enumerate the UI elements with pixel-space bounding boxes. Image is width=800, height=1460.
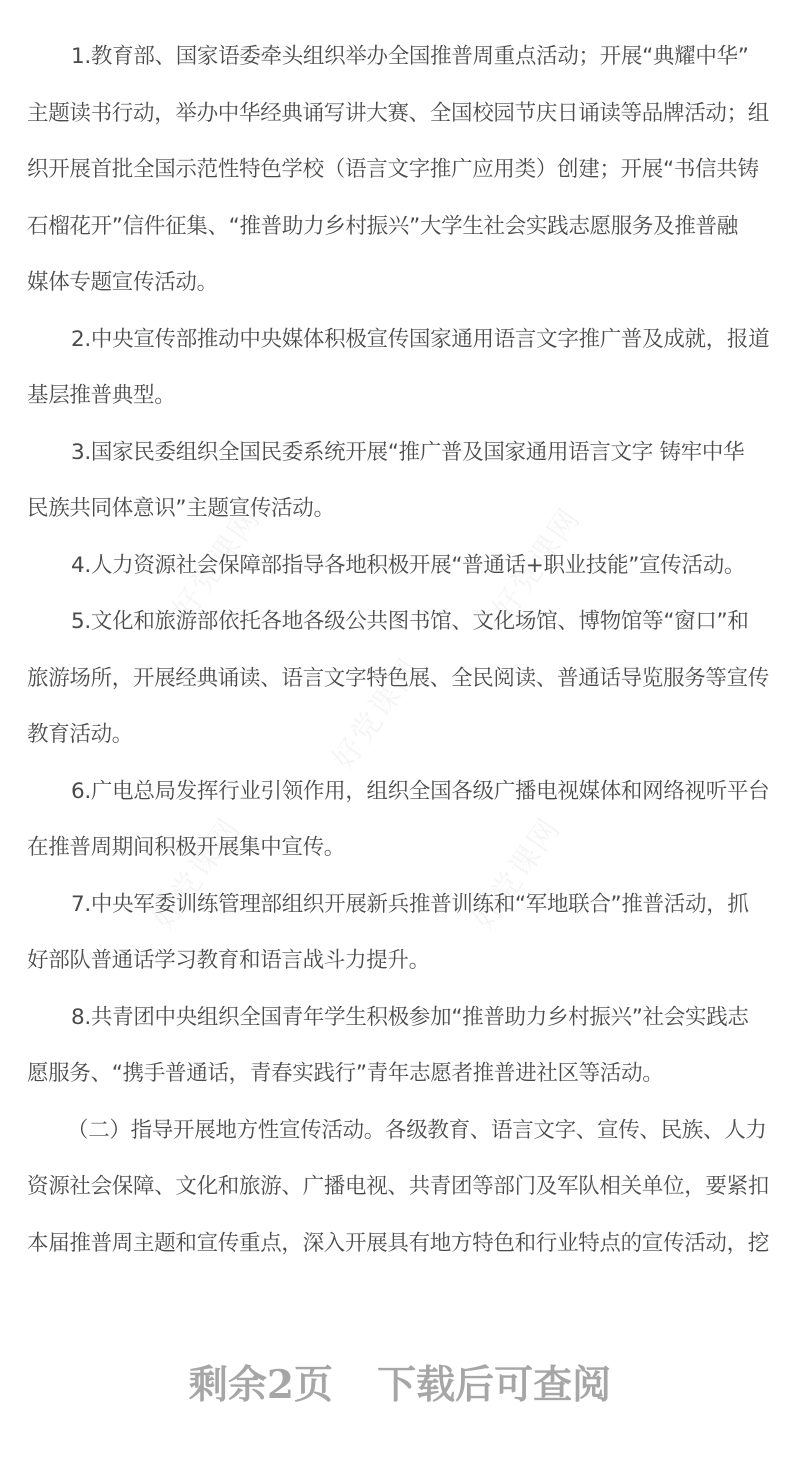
text-line: 资源社会保障、文化和旅游、广播电视、共青团等部门及军队相关单位，要紧扣 bbox=[27, 1174, 770, 1199]
remaining-pages-label: 剩余2页 bbox=[188, 1362, 334, 1408]
text-line: 2.中央宣传部推动中央媒体积极宣传国家通用语言文字推广普及成就，报道 bbox=[71, 327, 770, 352]
text-line: 好部队普通话学习教育和语言战斗力提升。 bbox=[27, 948, 430, 973]
text-line: 本届推普周主题和宣传重点，深入开展具有地方特色和行业特点的宣传活动，挖 bbox=[27, 1231, 770, 1256]
text-line: 3.国家民委组织全国民委系统开展“推广普及国家通用语言文字 铸牢中华 bbox=[71, 440, 745, 465]
download-to-view-label: 下载后可查阅 bbox=[377, 1362, 612, 1408]
text-line: 4.人力资源社会保障部指导各地积极开展“普通话+职业技能”宣传活动。 bbox=[71, 553, 746, 578]
text-line: （二）指导开展地方性宣传活动。各级教育、语言文字、宣传、民族、人力 bbox=[67, 1118, 767, 1143]
remaining-pages-banner[interactable] bbox=[0, 1355, 800, 1415]
text-line: 教育活动。 bbox=[27, 722, 134, 747]
text-line: 石榴花开”信件征集、“推普助力乡村振兴”大学生社会实践志愿服务及推普融 bbox=[27, 214, 738, 239]
text-line: 愿服务、“携手普通话，青春实践行”青年志愿者推普进社区等活动。 bbox=[27, 1061, 664, 1086]
text-line: 6.广电总局发挥行业引领作用，组织全国各级广播电视媒体和网络视听平台 bbox=[71, 779, 770, 804]
text-line: 媒体专题宣传活动。 bbox=[27, 270, 218, 295]
text-line: 主题读书行动，举办中华经典诵写讲大赛、全国校园节庆日诵读等品牌活动；组 bbox=[27, 101, 770, 126]
text-line: 5.文化和旅游部依托各地各级公共图书馆、文化场馆、博物馆等“窗口”和 bbox=[71, 609, 749, 634]
text-line: 基层推普典型。 bbox=[27, 383, 176, 408]
text-line: 7.中央军委训练管理部组织开展新兵推普训练和“军地联合”推普活动，抓 bbox=[71, 892, 749, 917]
text-line: 民族共同体意识”主题宣传活动。 bbox=[27, 496, 335, 521]
text-line: 旅游场所，开展经典诵读、语言文字特色展、全民阅读、普通话导览服务等宣传 bbox=[27, 666, 770, 691]
text-line: 8.共青团中央组织全国青年学生积极参加“推普助力乡村振兴”社会实践志 bbox=[71, 1005, 749, 1030]
text-line: 1.教育部、国家语委牵头组织举办全国推普周重点活动；开展“典耀中华” bbox=[71, 44, 749, 69]
text-line: 织开展首批全国示范性特色学校（语言文字推广应用类）创建；开展“书信共铸 bbox=[27, 157, 759, 182]
text-line: 在推普周期间积极开展集中宣传。 bbox=[27, 835, 346, 860]
